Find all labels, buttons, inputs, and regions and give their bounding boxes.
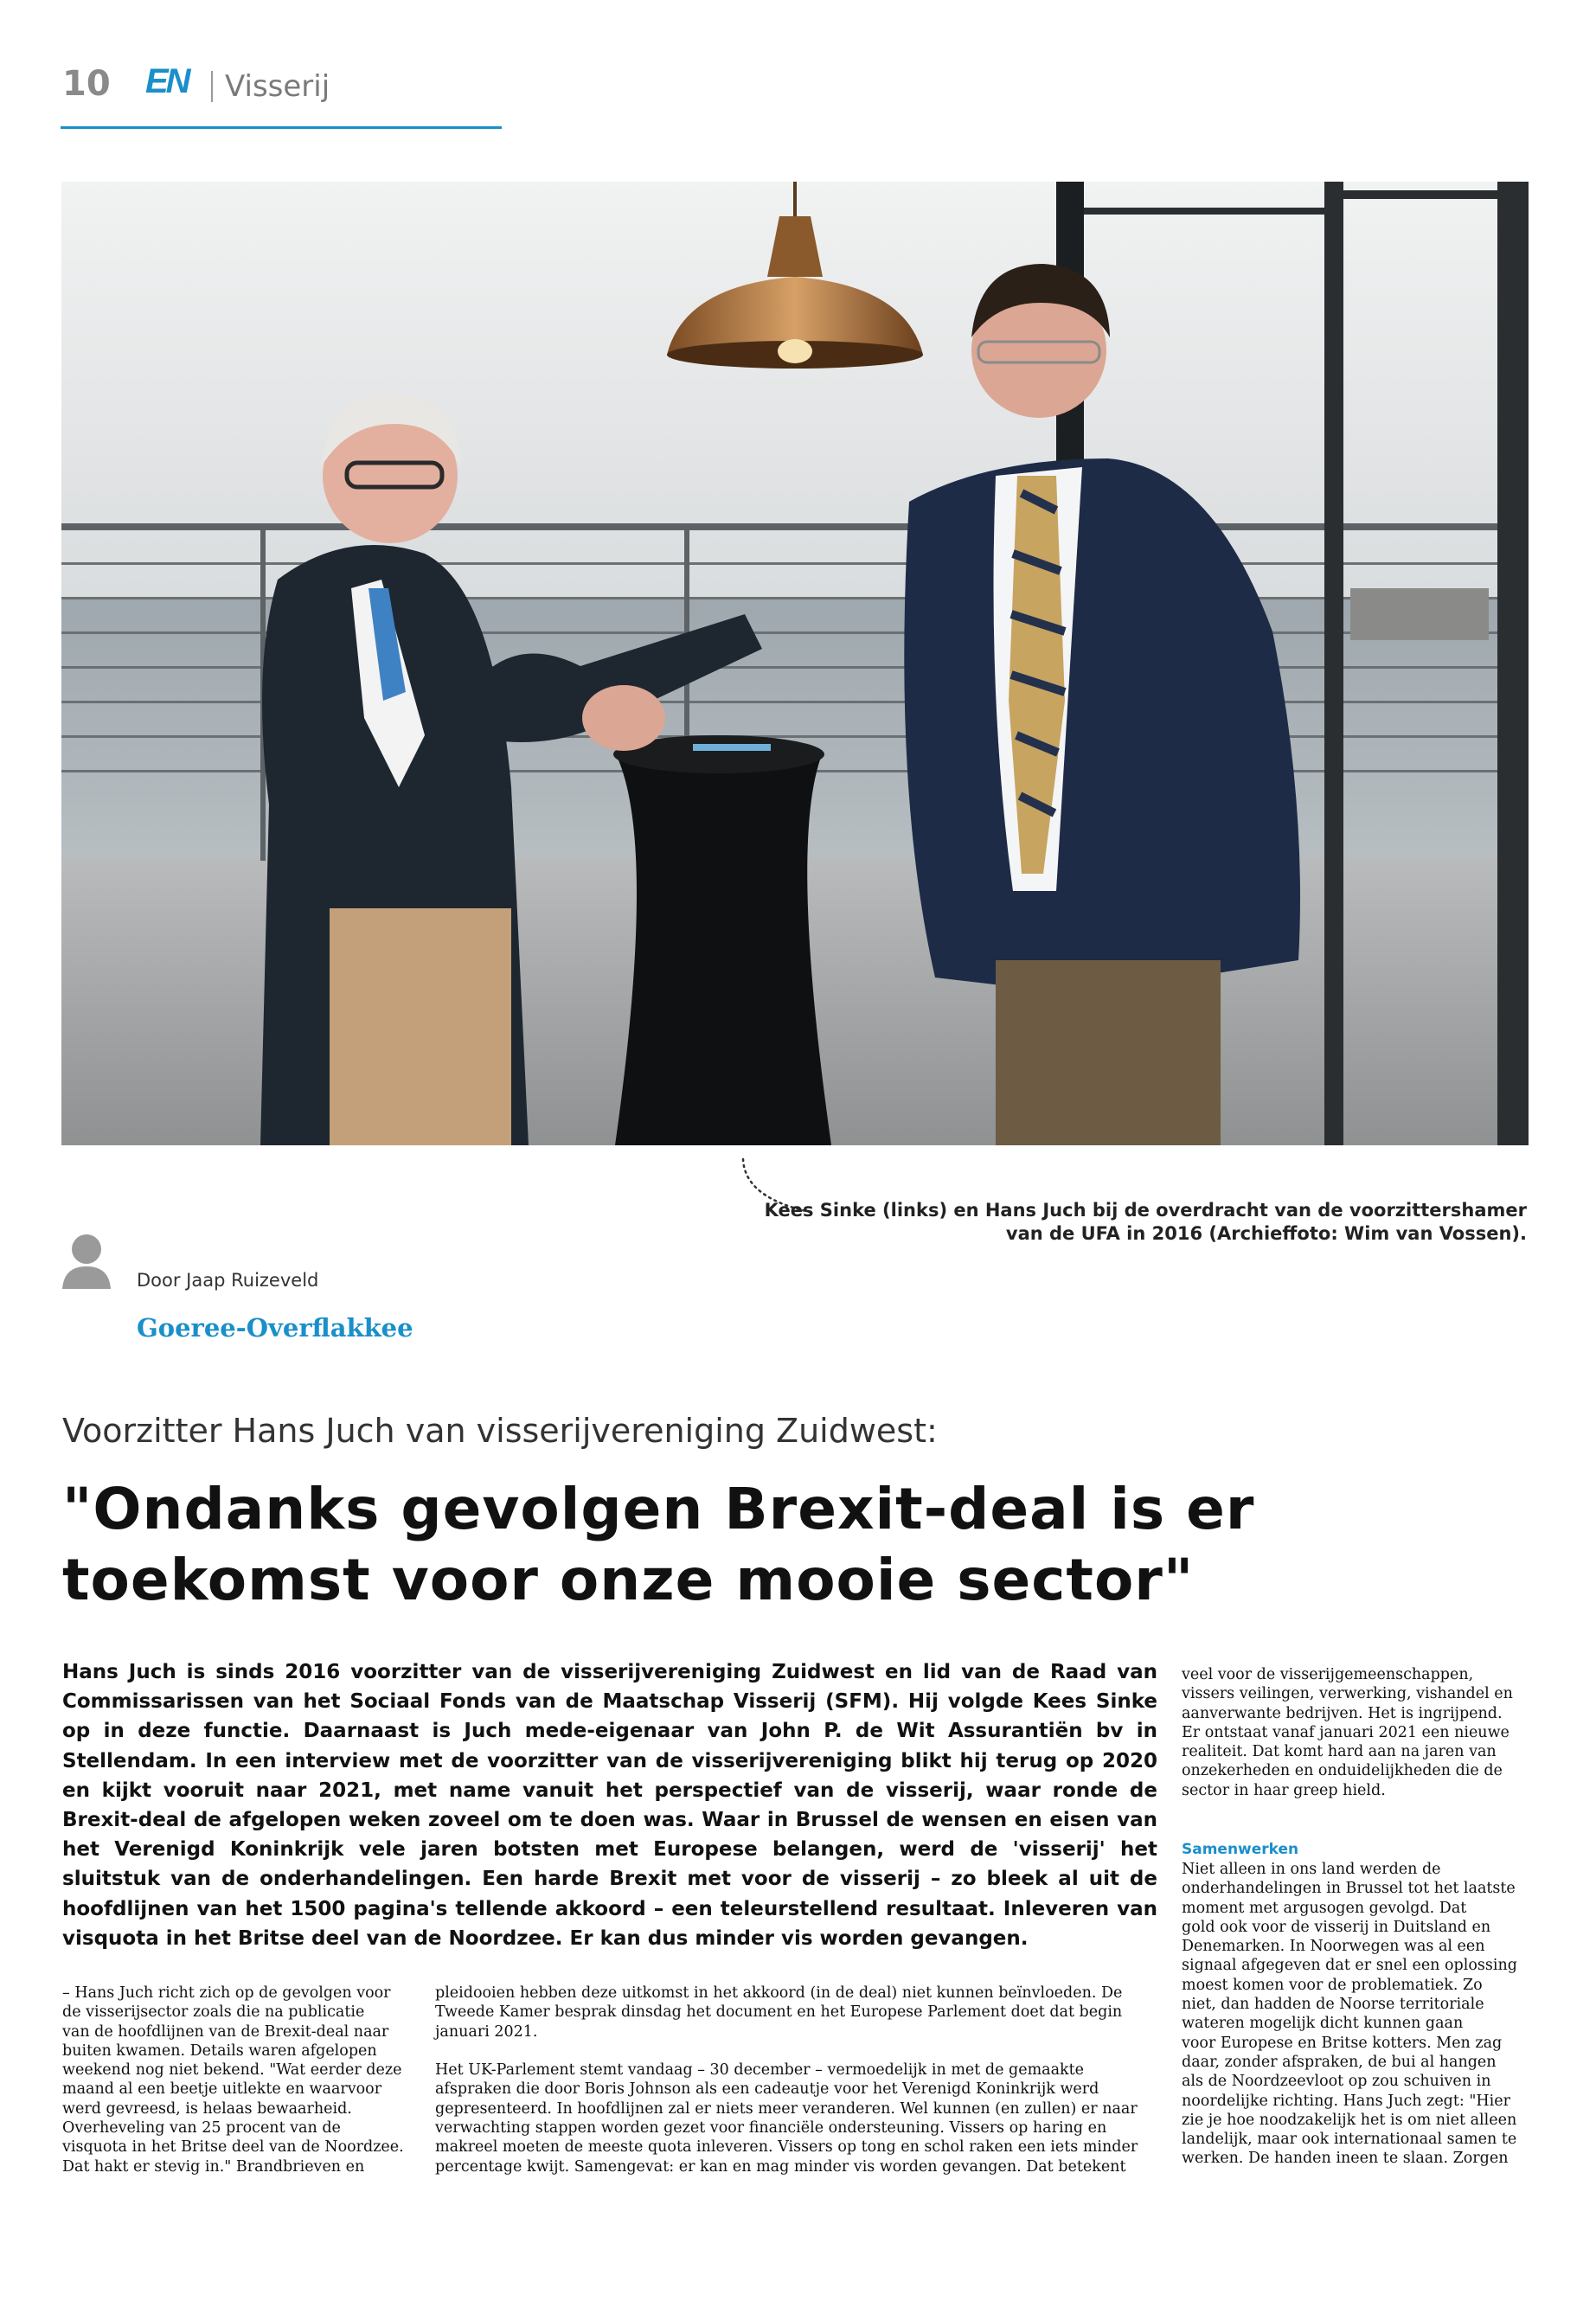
- author-avatar-icon: [62, 1232, 111, 1289]
- headline-line-1: "Ondanks gevolgen Brexit-deal is er: [62, 1476, 1255, 1542]
- page-number: 10: [62, 64, 111, 104]
- headline-line-2: toekomst voor onze mooie sector": [62, 1547, 1195, 1613]
- article-kicker: Voorzitter Hans Juch van visserijvereniging Zuidwest:: [62, 1412, 938, 1450]
- newspaper-logo[interactable]: EN: [145, 62, 189, 100]
- article-headline: [62, 1474, 1273, 1616]
- caption-line-2: van de UFA in 2016 (Archieffoto: Wim van Vossen).: [1005, 1223, 1527, 1244]
- subheading-samenwerken: Samenwerken: [1182, 1841, 1299, 1858]
- location-label[interactable]: Goeree-Overflakkee: [137, 1313, 413, 1343]
- body-column-3-bottom: Niet alleen in ons land werden de onderhandelingen in Brussel tot het laatste moment met argusogen gevolgd. Dat gold ook voor de visserij in Duitsland en Denemarken. In Noorwegen was al een signaal afgegeven dat er snel een oplossing moest komen voor de problematiek. Zo niet, dan hadden de Noorse territoriale wateren mogelijk dicht kunnen gaan voor Europese en Britse kotters. Men zag daar, zonder afspraken, de bui al hangen als de Noordzeevloot op zou schuiven in noordelijke richting. Hans Juch zegt: "Hier zie je hoe noodzakelijk het is om niet alleen landelijk, maar ook internationaal samen te werken. De handen ineen te slaan. Zorgen: [1182, 1861, 1517, 2168]
- header-rule: [61, 126, 502, 129]
- article-photo[interactable]: [61, 182, 1529, 1145]
- article-intro: Hans Juch is sinds 2016 voorzitter van de visserijvereniging Zuidwest en lid van de Raad van Commissarissen van het Sociaal Fonds van de Maatschap Visserij (SFM). Hij volgde Kees Sinke op in deze functie. Daarnaast is Juch mede-eigenaar van John P. de Wit Assurantiën bv in Stellendam. In een interview met de voorzitter van de visserijvereniging blikt hij terug op 2020 en kijkt vooruit naar 2021, met name vanuit het perspectief van de visserij, waar ronde de Brexit-deal de afgelopen weken zoveel om te doen was. Waar in Brussel de wensen en eisen van het Verenigd Koninkrijk vele jaren botsten met Europese belangen, werd de 'visserij' het sluitstuk van de onderhandelingen. Een harde Brexit met voor de visserij – zo bleek al uit de hoofdlijnen van het 1500 pagina's tellende akkoord – een teleurstellend resultaat. Inleveren van visquota in het Britse deel van de Noordzee. Er kan dus minder vis worden gevangen.: [62, 1661, 1157, 1950]
- author-byline[interactable]: Door Jaap Ruizeveld: [137, 1270, 319, 1291]
- caption-line-1: Kees Sinke (links) en Hans Juch bij de overdracht van de voorzittershamer: [764, 1200, 1527, 1221]
- section-title[interactable]: Visserij: [225, 69, 330, 104]
- body-column-1: – Hans Juch richt zich op de gevolgen voor de visserijsector zoals die na publicatie van de hoofdlijnen van de Brexit-deal naar buiten kwamen. Details waren afgelopen weekend nog niet bekend. "Wat eerder deze maand al een beetje uitlekte en waarvoor werd gevreesd, is helaas bewaarheid. Overheveling van 25 procent van de visquota in het Britse deel van de Noordzee. Dat hakt er stevig in." Brandbrieven en: [62, 1984, 404, 2176]
- header-separator: [211, 71, 213, 102]
- photo-caption: [748, 1199, 1527, 1246]
- body-column-3-top: veel voor de visserijgemeenschappen, vissers veilingen, verwerking, vishandel en aanverwante bedrijven. Het is ingrijpend. Er ontstaat vanaf januari 2021 een nieuwe realiteit. Dat komt hard aan na jaren van onzekerheden en onduidelijkheden die de sector in haar greep hield.: [1182, 1666, 1513, 1799]
- body-column-2: pleidooien hebben deze uitkomst in het akkoord (in de deal) niet kunnen beïnvloeden. De Tweede Kamer besprak dinsdag het document en het Europese Parlement doet dat begin januari 2021. Het UK-Parlement stemt vandaag – 30 december – vermoedelijk in met de gemaakte afspraken die door Boris Johnson als een cadeautje voor het Verenigd Koninkrijk werd gepresenteerd. In hoofdlijnen zal er niets meer veranderen. Wel kunnen (en zullen) er naar verwachting stappen worden gezet voor financiële ondersteuning. Vissers op haring en makreel moeten de meeste quota inleveren. Vissers op tong en schol raken een iets minder percentage kwijt. Samengevat: er kan en mag minder vis worden gevangen. Dat betekent: [435, 1984, 1138, 2176]
